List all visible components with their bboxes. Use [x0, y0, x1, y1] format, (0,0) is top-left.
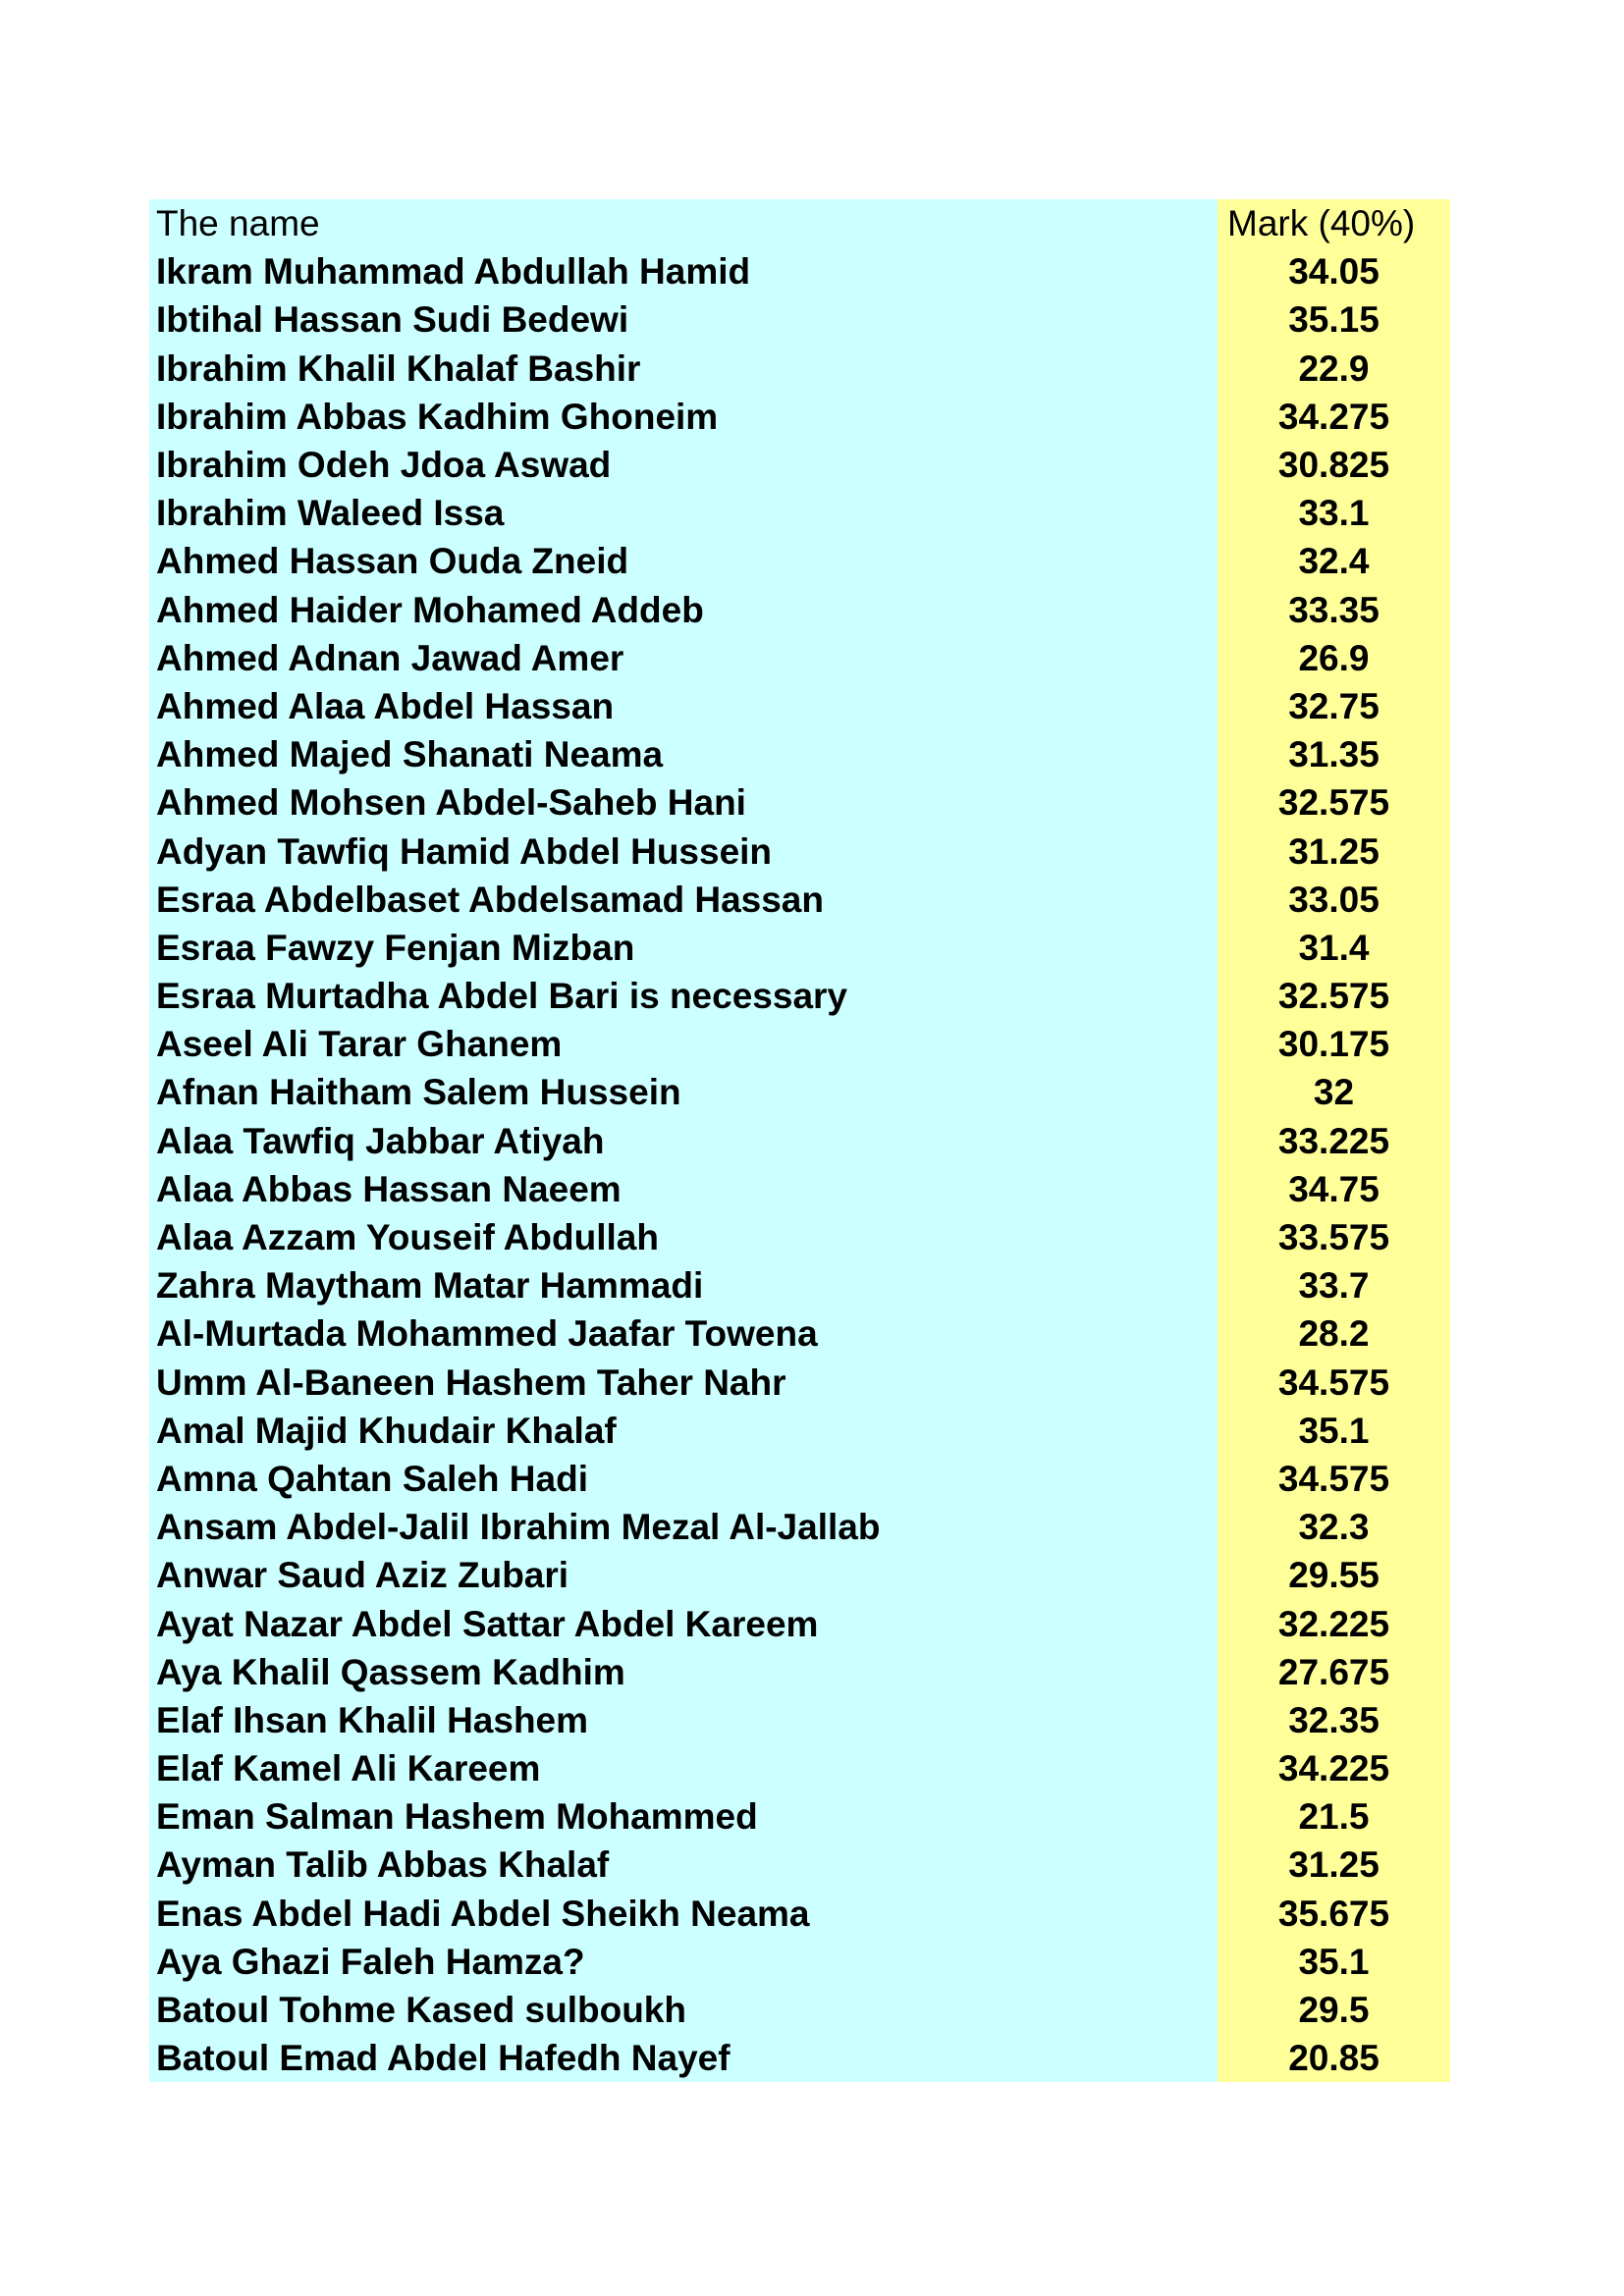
- student-name: Ibtihal Hassan Sudi Bedewi: [149, 295, 1218, 344]
- student-mark: 31.4: [1218, 924, 1450, 972]
- student-name: Elaf Kamel Ali Kareem: [149, 1744, 1218, 1792]
- student-name: Amal Majid Khudair Khalaf: [149, 1407, 1218, 1455]
- student-name: Ibrahim Waleed Issa: [149, 489, 1218, 537]
- table-row: [149, 1599, 1450, 1647]
- student-name: Anwar Saud Aziz Zubari: [149, 1551, 1218, 1599]
- table-row: [149, 1359, 1450, 1407]
- student-mark: 34.75: [1218, 1165, 1450, 1213]
- student-name: Ahmed Haider Mohamed Addeb: [149, 586, 1218, 634]
- table-row: [149, 1938, 1450, 1986]
- header-mark: Mark (40%): [1218, 199, 1450, 247]
- table-row: [149, 1117, 1450, 1165]
- student-name: Ahmed Hassan Ouda Zneid: [149, 537, 1218, 585]
- student-name: Batoul Emad Abdel Hafedh Nayef: [149, 2034, 1218, 2082]
- student-name: Ahmed Mohsen Abdel-Saheb Hani: [149, 778, 1218, 827]
- student-name: Esraa Murtadha Abdel Bari is necessary: [149, 972, 1218, 1020]
- student-name: Aseel Ali Tarar Ghanem: [149, 1020, 1218, 1068]
- student-name: Ahmed Majed Shanati Neama: [149, 730, 1218, 778]
- student-mark: 28.2: [1218, 1309, 1450, 1358]
- table-row: [149, 1068, 1450, 1116]
- table-row: [149, 924, 1450, 972]
- table-row: [149, 1551, 1450, 1599]
- student-mark: 32.4: [1218, 537, 1450, 585]
- student-name: Ibrahim Khalil Khalaf Bashir: [149, 345, 1218, 393]
- table-row: [149, 1309, 1450, 1358]
- student-mark: 29.55: [1218, 1551, 1450, 1599]
- student-name: Ayman Talib Abbas Khalaf: [149, 1841, 1218, 1889]
- student-mark: 26.9: [1218, 634, 1450, 682]
- student-name: Ayat Nazar Abdel Sattar Abdel Kareem: [149, 1599, 1218, 1647]
- table-row: [149, 827, 1450, 875]
- student-name: Ikram Muhammad Abdullah Hamid: [149, 247, 1218, 295]
- student-mark: 35.15: [1218, 295, 1450, 344]
- student-name: Ibrahim Abbas Kadhim Ghoneim: [149, 393, 1218, 441]
- student-name: Enas Abdel Hadi Abdel Sheikh Neama: [149, 1890, 1218, 1938]
- student-mark: 27.675: [1218, 1648, 1450, 1696]
- student-mark: 33.35: [1218, 586, 1450, 634]
- student-name: Ibrahim Odeh Jdoa Aswad: [149, 441, 1218, 489]
- table-row: [149, 778, 1450, 827]
- table-row: [149, 1261, 1450, 1309]
- student-mark: 33.575: [1218, 1213, 1450, 1261]
- student-name: Aya Ghazi Faleh Hamza?: [149, 1938, 1218, 1986]
- student-mark: 32.575: [1218, 972, 1450, 1020]
- student-name: Batoul Tohme Kased sulboukh: [149, 1986, 1218, 2034]
- table-row: [149, 393, 1450, 441]
- table-row: [149, 1841, 1450, 1889]
- table-row: [149, 682, 1450, 730]
- student-name: Alaa Abbas Hassan Naeem: [149, 1165, 1218, 1213]
- student-mark: 22.9: [1218, 345, 1450, 393]
- student-mark: 34.575: [1218, 1359, 1450, 1407]
- student-mark: 35.1: [1218, 1938, 1450, 1986]
- student-mark: 32.75: [1218, 682, 1450, 730]
- student-name: Adyan Tawfiq Hamid Abdel Hussein: [149, 827, 1218, 875]
- table-row: [149, 247, 1450, 295]
- student-mark: 30.825: [1218, 441, 1450, 489]
- table-row: [149, 441, 1450, 489]
- table-row: [149, 1744, 1450, 1792]
- student-name: Ahmed Adnan Jawad Amer: [149, 634, 1218, 682]
- student-mark: 33.7: [1218, 1261, 1450, 1309]
- table-row: [149, 295, 1450, 344]
- table-row: [149, 730, 1450, 778]
- student-name: Esraa Abdelbaset Abdelsamad Hassan: [149, 876, 1218, 924]
- table-row: [149, 1455, 1450, 1503]
- student-mark: 21.5: [1218, 1792, 1450, 1841]
- student-mark: 31.35: [1218, 730, 1450, 778]
- header-name: The name: [149, 199, 1218, 247]
- table-body: [149, 247, 1450, 2082]
- table-row: [149, 1696, 1450, 1744]
- student-mark: 30.175: [1218, 1020, 1450, 1068]
- student-name: Al-Murtada Mohammed Jaafar Towena: [149, 1309, 1218, 1358]
- table-row: [149, 2034, 1450, 2082]
- student-mark: 34.05: [1218, 247, 1450, 295]
- student-mark: 20.85: [1218, 2034, 1450, 2082]
- student-mark: 35.1: [1218, 1407, 1450, 1455]
- marks-table: [149, 199, 1450, 2082]
- table-row: [149, 1648, 1450, 1696]
- header-row: [149, 199, 1450, 247]
- student-name: Afnan Haitham Salem Hussein: [149, 1068, 1218, 1116]
- table-row: [149, 537, 1450, 585]
- student-name: Aya Khalil Qassem Kadhim: [149, 1648, 1218, 1696]
- student-name: Ahmed Alaa Abdel Hassan: [149, 682, 1218, 730]
- table-row: [149, 1986, 1450, 2034]
- table-row: [149, 1165, 1450, 1213]
- student-mark: 34.575: [1218, 1455, 1450, 1503]
- table-row: [149, 1890, 1450, 1938]
- student-mark: 34.275: [1218, 393, 1450, 441]
- table-row: [149, 489, 1450, 537]
- student-name: Esraa Fawzy Fenjan Mizban: [149, 924, 1218, 972]
- student-mark: 35.675: [1218, 1890, 1450, 1938]
- student-mark: 29.5: [1218, 1986, 1450, 2034]
- table-row: [149, 586, 1450, 634]
- student-name: Amna Qahtan Saleh Hadi: [149, 1455, 1218, 1503]
- student-mark: 33.225: [1218, 1117, 1450, 1165]
- student-name: Eman Salman Hashem Mohammed: [149, 1792, 1218, 1841]
- student-mark: 33.1: [1218, 489, 1450, 537]
- student-name: Alaa Tawfiq Jabbar Atiyah: [149, 1117, 1218, 1165]
- student-name: Umm Al-Baneen Hashem Taher Nahr: [149, 1359, 1218, 1407]
- table-row: [149, 345, 1450, 393]
- student-name: Elaf Ihsan Khalil Hashem: [149, 1696, 1218, 1744]
- table-row: [149, 1020, 1450, 1068]
- student-mark: 31.25: [1218, 827, 1450, 875]
- student-name: Zahra Maytham Matar Hammadi: [149, 1261, 1218, 1309]
- student-mark: 32.575: [1218, 778, 1450, 827]
- student-mark: 32.35: [1218, 1696, 1450, 1744]
- student-name: Alaa Azzam Youseif Abdullah: [149, 1213, 1218, 1261]
- table-row: [149, 972, 1450, 1020]
- table-row: [149, 1792, 1450, 1841]
- table-row: [149, 876, 1450, 924]
- table-row: [149, 1407, 1450, 1455]
- student-mark: 31.25: [1218, 1841, 1450, 1889]
- student-mark: 33.05: [1218, 876, 1450, 924]
- student-mark: 32.3: [1218, 1503, 1450, 1551]
- student-mark: 34.225: [1218, 1744, 1450, 1792]
- table-row: [149, 634, 1450, 682]
- student-mark: 32: [1218, 1068, 1450, 1116]
- student-mark: 32.225: [1218, 1599, 1450, 1647]
- marks-sheet: [149, 199, 1450, 2082]
- table-row: [149, 1213, 1450, 1261]
- table-row: [149, 1503, 1450, 1551]
- student-name: Ansam Abdel-Jalil Ibrahim Mezal Al-Jallab: [149, 1503, 1218, 1551]
